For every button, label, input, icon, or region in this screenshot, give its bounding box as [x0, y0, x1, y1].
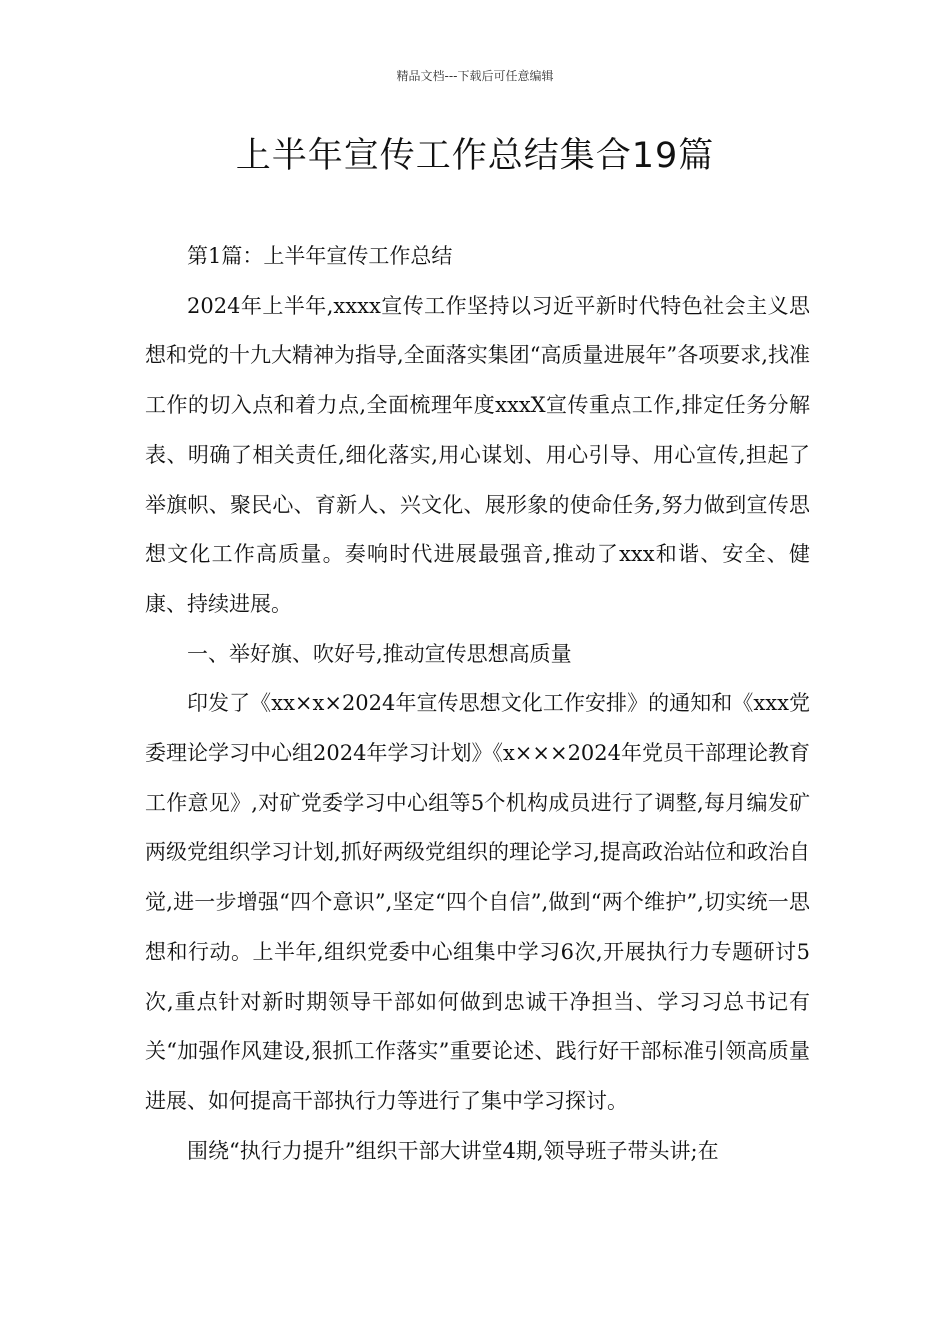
section-heading: 第1篇：上半年宣传工作总结	[187, 244, 453, 268]
section-heading: 一、举好旗、吹好号,推动宣传思想高质量	[187, 641, 572, 666]
document-title: 上半年宣传工作总结集合19篇	[235, 136, 715, 176]
header-note: 精品文档---下载后可任意编辑	[396, 69, 554, 83]
paragraph: 2024年上半年,xxxx宣传工作坚持以习近平新时代特色社会主义思想和党的十九大精神为指导,全面落实集团“高质量进展年”各项要求,找准工作的切入点和着力点,全面梳理年度xxxX宣传重点工作,排定任务分解表、明确了相关责任,细化落实,用心谋划、用心引导、用心宣传,担起了举旗帜、聚民心、育新人、兴文化、展形象的使命任务,努力做到宣传思想文化工作高质量。奏响时代进展最强音,推动了xxx和谐、安全、健康、持续进展。	[145, 293, 810, 616]
paragraph: 围绕“执行力提升”组织干部大讲堂4期,领导班子带头讲;在	[187, 1138, 719, 1163]
document-body	[145, 232, 810, 1176]
paragraph: 印发了《xx×x×2024年宣传思想文化工作安排》的通知和《xxx党委理论学习中心组2024年学习计划》《x×××2024年党员干部理论教育工作意见》,对矿党委学习中心组等5个机构成员进行了调整,每月编发矿两级党组织学习计划,抓好两级党组织的理论学习,提高政治站位和政治自觉,进一步增强“四个意识”,坚定“四个自信”,做到“两个维护”,切实统一思想和行动。上半年,组织党委中心组集中学习6次,开展执行力专题研讨5次,重点针对新时期领导干部如何做到忠诚干净担当、学习习总书记有关“加强作风建设,狠抓工作落实”重要论述、践行好干部标准引领高质量进展、如何提高干部执行力等进行了集中学习探讨。	[145, 691, 811, 1113]
